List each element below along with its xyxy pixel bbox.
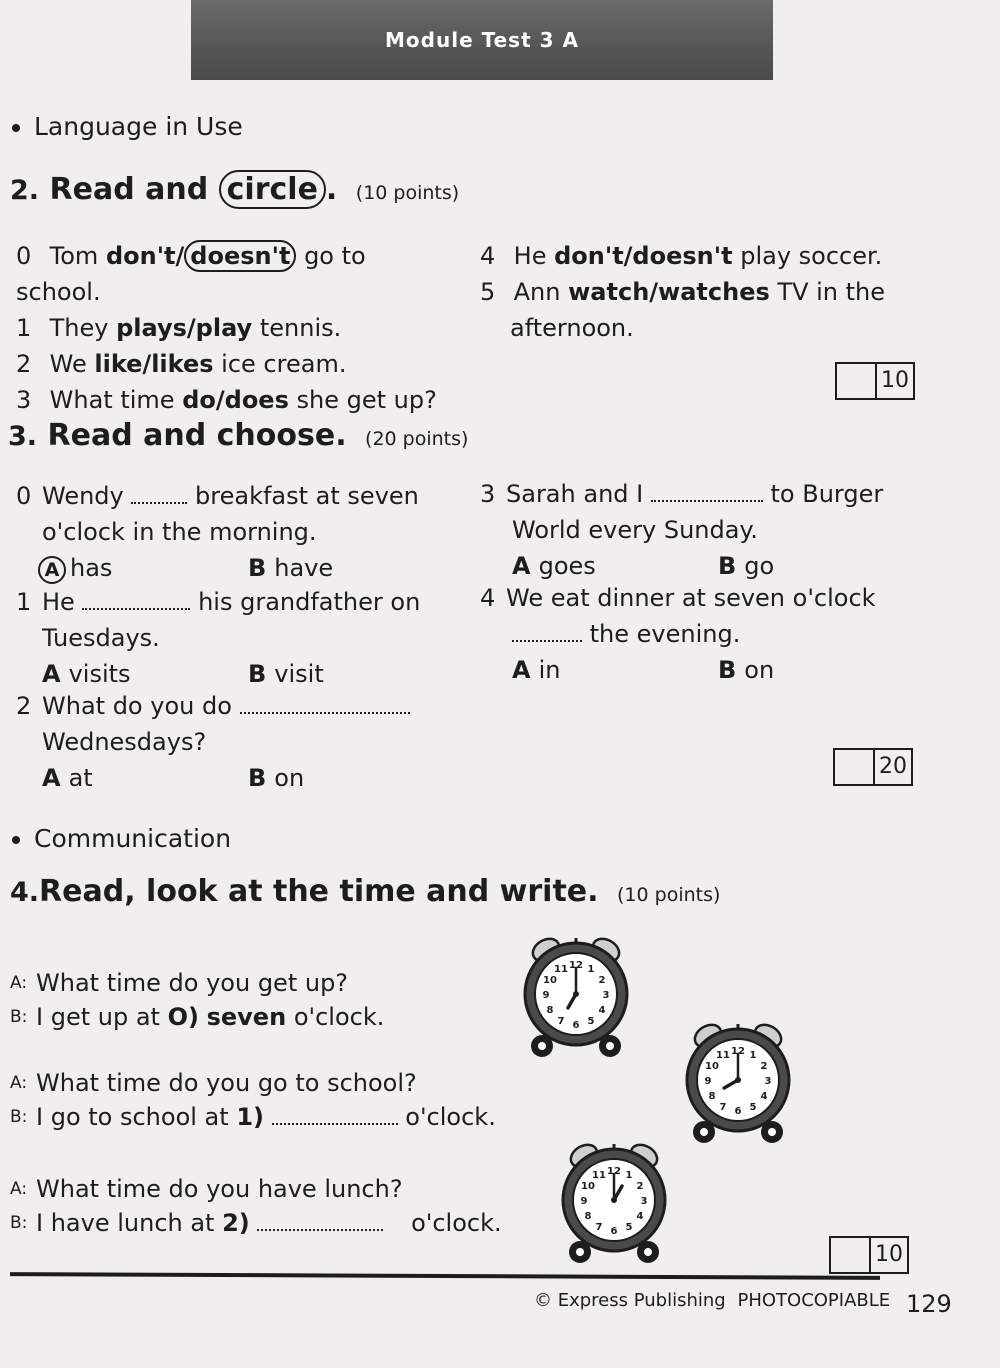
points-label: (20 points) bbox=[365, 428, 469, 450]
choice-options[interactable]: like/likes bbox=[94, 350, 214, 378]
dialog-question: What time do you get up? bbox=[36, 969, 349, 997]
points-label: (10 points) bbox=[617, 884, 721, 906]
option-b[interactable] bbox=[718, 652, 774, 688]
clock-number: 7 bbox=[719, 1101, 727, 1113]
option-text: go bbox=[744, 552, 775, 580]
option-a[interactable] bbox=[42, 764, 93, 792]
answer-blank[interactable] bbox=[240, 692, 410, 714]
option-b[interactable] bbox=[718, 548, 774, 584]
option-a[interactable] bbox=[38, 554, 112, 582]
speaker-label: B: bbox=[10, 1007, 28, 1027]
question-number: 4. bbox=[10, 877, 40, 908]
option-letter: B bbox=[248, 554, 267, 582]
clock-number: 8 bbox=[584, 1211, 592, 1222]
clock-number: 9 bbox=[704, 1076, 712, 1087]
clock-number: 3 bbox=[602, 990, 610, 1001]
section-label: Communication bbox=[34, 824, 232, 853]
option-text: visit bbox=[274, 660, 324, 688]
dialog-answer-end: o'clock. bbox=[411, 1209, 502, 1237]
option-text: at bbox=[68, 764, 93, 792]
item-number: 4 bbox=[480, 584, 496, 612]
clock-number: 12 bbox=[569, 960, 583, 971]
clock-number: 11 bbox=[592, 1170, 606, 1182]
item-text: o'clock in the morning. bbox=[42, 518, 317, 546]
clock-number: 4 bbox=[636, 1211, 644, 1222]
q2-item-4 bbox=[480, 238, 920, 274]
q4-dialog-0 bbox=[10, 966, 520, 1034]
alarm-clock-icon bbox=[518, 928, 634, 1064]
clock-number: 1 bbox=[749, 1050, 757, 1062]
option-letter: A bbox=[512, 552, 531, 580]
option-text: has bbox=[70, 554, 113, 582]
q2-item-3 bbox=[16, 382, 456, 418]
answer-number: O) bbox=[167, 1003, 199, 1031]
page-header-banner bbox=[191, 0, 773, 80]
q3-item-0 bbox=[16, 478, 456, 586]
clock-number: 2 bbox=[598, 975, 606, 986]
answer-blank[interactable] bbox=[131, 482, 187, 504]
answer-blank[interactable] bbox=[82, 588, 190, 610]
title-punctuation: . bbox=[325, 172, 338, 207]
clock-center bbox=[573, 991, 579, 997]
option-text: on bbox=[744, 656, 775, 684]
item-number: 3 bbox=[16, 386, 32, 414]
question-number: 2. bbox=[10, 175, 40, 206]
item-text: afternoon. bbox=[510, 314, 634, 342]
clock-number: 1 bbox=[625, 1170, 633, 1182]
answer-blank[interactable] bbox=[272, 1103, 398, 1125]
clock-number: 5 bbox=[625, 1221, 633, 1233]
clock-foot-left-center bbox=[538, 1042, 546, 1050]
q3-score-box bbox=[833, 748, 913, 786]
option-letter: B bbox=[718, 656, 737, 684]
clock-number: 8 bbox=[546, 1005, 554, 1016]
clock-number: 6 bbox=[572, 1020, 580, 1031]
bullet-icon bbox=[12, 836, 20, 844]
score-blank[interactable] bbox=[835, 750, 875, 784]
item-text: she get up? bbox=[296, 386, 437, 414]
option-letter: A bbox=[42, 660, 61, 688]
item-number: 0 bbox=[16, 242, 32, 270]
item-number: 5 bbox=[480, 278, 496, 306]
dialog-question: What time do you go to school? bbox=[36, 1069, 417, 1097]
dialog-answer-end: o'clock. bbox=[293, 1003, 385, 1031]
clock-center bbox=[735, 1077, 741, 1083]
clock-number: 3 bbox=[640, 1196, 648, 1207]
item-text: TV in the bbox=[777, 278, 886, 306]
option-text: in bbox=[538, 656, 561, 684]
option-letter: B bbox=[248, 660, 267, 688]
page-title: Module Test 3 A bbox=[385, 28, 579, 52]
clock-number: 6 bbox=[734, 1106, 742, 1117]
option-letter: B bbox=[718, 552, 737, 580]
clock-number: 6 bbox=[610, 1226, 618, 1237]
clock-number: 2 bbox=[760, 1061, 768, 1072]
score-max: 10 bbox=[875, 1242, 903, 1267]
answer-number: 2) bbox=[222, 1209, 250, 1237]
clock-number: 11 bbox=[716, 1050, 730, 1062]
option-a[interactable] bbox=[42, 660, 131, 688]
q2-item-0 bbox=[16, 238, 456, 310]
choice-options[interactable]: do/does bbox=[182, 386, 289, 414]
item-text: He bbox=[513, 242, 547, 270]
item-text: the evening. bbox=[589, 620, 741, 648]
clock-number: 2 bbox=[636, 1181, 644, 1192]
circled-word: circle bbox=[219, 170, 326, 209]
item-text: go to school. bbox=[16, 242, 366, 306]
question-number: 3. bbox=[8, 421, 38, 452]
option-letter: A bbox=[512, 656, 531, 684]
clock-number: 1 bbox=[587, 964, 595, 976]
points-label: (10 points) bbox=[355, 182, 460, 204]
q2-item-5 bbox=[480, 274, 920, 310]
item-text: They bbox=[49, 314, 109, 342]
alarm-clock-icon bbox=[556, 1134, 672, 1270]
choice-options[interactable]: plays/play bbox=[116, 314, 253, 342]
item-text: his grandfather on bbox=[198, 588, 421, 616]
clock-number: 12 bbox=[731, 1046, 745, 1057]
clock-foot-left-center bbox=[700, 1128, 708, 1136]
option-a[interactable] bbox=[512, 552, 596, 580]
option-b[interactable] bbox=[248, 550, 333, 586]
item-number: 0 bbox=[16, 482, 32, 510]
item-text: We bbox=[49, 350, 87, 378]
q3-item-4 bbox=[480, 580, 920, 688]
clock-center bbox=[611, 1197, 617, 1203]
dialog-answer-end: o'clock. bbox=[405, 1103, 496, 1131]
question-2-heading bbox=[10, 172, 459, 207]
q2-items-right bbox=[480, 238, 920, 346]
option-text: have bbox=[274, 554, 334, 582]
item-text: Wednesdays? bbox=[42, 728, 207, 756]
score-blank[interactable] bbox=[837, 364, 877, 398]
item-text: Sarah and I bbox=[506, 480, 644, 508]
q2-score-box bbox=[835, 362, 915, 400]
answer-blank[interactable] bbox=[257, 1209, 383, 1231]
clock-foot-left-center bbox=[576, 1248, 584, 1256]
speaker-label: A: bbox=[10, 973, 28, 993]
question-title: Read and choose. bbox=[47, 418, 347, 453]
section-language-in-use bbox=[12, 112, 243, 141]
item-number: 3 bbox=[480, 480, 496, 508]
clock-number: 7 bbox=[595, 1221, 603, 1233]
alarm-clock-icon bbox=[680, 1014, 796, 1150]
clock-number: 4 bbox=[760, 1091, 768, 1102]
circled-choice: doesn't bbox=[184, 240, 296, 272]
publisher-credit: © Express Publishing bbox=[534, 1290, 726, 1311]
item-text: to Burger bbox=[770, 480, 884, 508]
dialog-answer: I get up at bbox=[36, 1003, 160, 1031]
q3-item-2 bbox=[16, 688, 456, 796]
dialog-answer: I have lunch at bbox=[36, 1209, 215, 1237]
clock-foot-right-center bbox=[606, 1042, 614, 1050]
footer-divider bbox=[10, 1272, 880, 1280]
clock-number: 11 bbox=[554, 964, 568, 976]
option-text: on bbox=[274, 764, 305, 792]
answer-blank[interactable] bbox=[512, 620, 582, 642]
question-3-heading bbox=[8, 418, 468, 453]
q4-score-box bbox=[829, 1236, 909, 1274]
clock-number: 3 bbox=[764, 1076, 772, 1087]
item-text: play soccer. bbox=[740, 242, 883, 270]
section-communication bbox=[12, 824, 231, 853]
score-max: 20 bbox=[879, 754, 907, 779]
clock-number: 9 bbox=[580, 1196, 588, 1207]
item-text: What do you do bbox=[42, 692, 232, 720]
score-blank[interactable] bbox=[831, 1238, 871, 1272]
item-text: Tom bbox=[49, 242, 99, 270]
item-text: What time bbox=[49, 386, 175, 414]
item-text: He bbox=[42, 588, 75, 616]
question-4-heading bbox=[10, 874, 720, 909]
page-number: 129 bbox=[906, 1290, 952, 1318]
dialog-answer: I go to school at bbox=[36, 1103, 229, 1131]
item-number: 4 bbox=[480, 242, 496, 270]
speaker-label: A: bbox=[10, 1073, 28, 1093]
option-a[interactable] bbox=[512, 656, 560, 684]
clock-number: 10 bbox=[705, 1061, 719, 1072]
q4-dialog-2 bbox=[10, 1172, 540, 1240]
clock-foot-right-center bbox=[644, 1248, 652, 1256]
q3-item-1 bbox=[16, 584, 456, 692]
clock-number: 10 bbox=[543, 975, 557, 986]
option-b[interactable] bbox=[248, 760, 304, 796]
q2-items-left bbox=[16, 238, 456, 418]
option-letter: A bbox=[42, 764, 61, 792]
item-number: 1 bbox=[16, 588, 32, 616]
option-text: visits bbox=[68, 660, 131, 688]
clock-number: 8 bbox=[708, 1091, 716, 1102]
section-label: Language in Use bbox=[34, 112, 243, 141]
option-text: goes bbox=[538, 552, 596, 580]
example-answer: seven bbox=[206, 1003, 287, 1031]
option-letter: B bbox=[248, 764, 267, 792]
item-text: tennis. bbox=[259, 314, 342, 342]
clock-foot-right-center bbox=[768, 1128, 776, 1136]
item-text: We eat dinner at seven o'clock bbox=[506, 584, 876, 612]
question-title: Read, look at the time and write. bbox=[39, 874, 599, 909]
item-number: 2 bbox=[16, 350, 32, 378]
speaker-label: B: bbox=[10, 1213, 28, 1233]
option-b[interactable] bbox=[248, 656, 324, 692]
q2-item-5-continuation bbox=[480, 310, 920, 346]
clock-number: 5 bbox=[749, 1101, 757, 1113]
clock-number: 9 bbox=[542, 990, 550, 1001]
circled-option-letter: A bbox=[38, 556, 66, 584]
speaker-label: B: bbox=[10, 1107, 28, 1127]
dialog-question: What time do you have lunch? bbox=[36, 1175, 403, 1203]
speaker-label: A: bbox=[10, 1179, 28, 1199]
item-text: ice cream. bbox=[221, 350, 347, 378]
photocopiable-label: PHOTOCOPIABLE bbox=[737, 1290, 891, 1311]
clock-number: 10 bbox=[581, 1181, 595, 1192]
item-text: Wendy bbox=[42, 482, 124, 510]
q3-item-3 bbox=[480, 476, 920, 584]
q4-dialog-1 bbox=[10, 1066, 540, 1134]
item-text: World every Sunday. bbox=[512, 516, 758, 544]
bullet-icon bbox=[12, 124, 20, 132]
score-max: 10 bbox=[881, 368, 909, 393]
q2-item-1 bbox=[16, 310, 456, 346]
clock-number: 7 bbox=[557, 1015, 565, 1027]
choice-options[interactable]: watch/watches bbox=[568, 278, 770, 306]
choice-a: don't/ bbox=[105, 242, 185, 270]
clock-number: 12 bbox=[607, 1166, 621, 1177]
footer-credit bbox=[534, 1290, 890, 1311]
clock-number: 4 bbox=[598, 1005, 606, 1016]
answer-blank[interactable] bbox=[651, 480, 763, 502]
choice-options[interactable]: don't/doesn't bbox=[554, 242, 733, 270]
item-number: 2 bbox=[16, 692, 32, 720]
question-title: Read and bbox=[49, 172, 209, 207]
item-text: Tuesdays. bbox=[42, 624, 160, 652]
item-text: breakfast at seven bbox=[195, 482, 419, 510]
clock-number: 5 bbox=[587, 1015, 595, 1027]
item-text: Ann bbox=[513, 278, 561, 306]
q2-item-2 bbox=[16, 346, 456, 382]
answer-number: 1) bbox=[236, 1103, 264, 1131]
item-number: 1 bbox=[16, 314, 32, 342]
